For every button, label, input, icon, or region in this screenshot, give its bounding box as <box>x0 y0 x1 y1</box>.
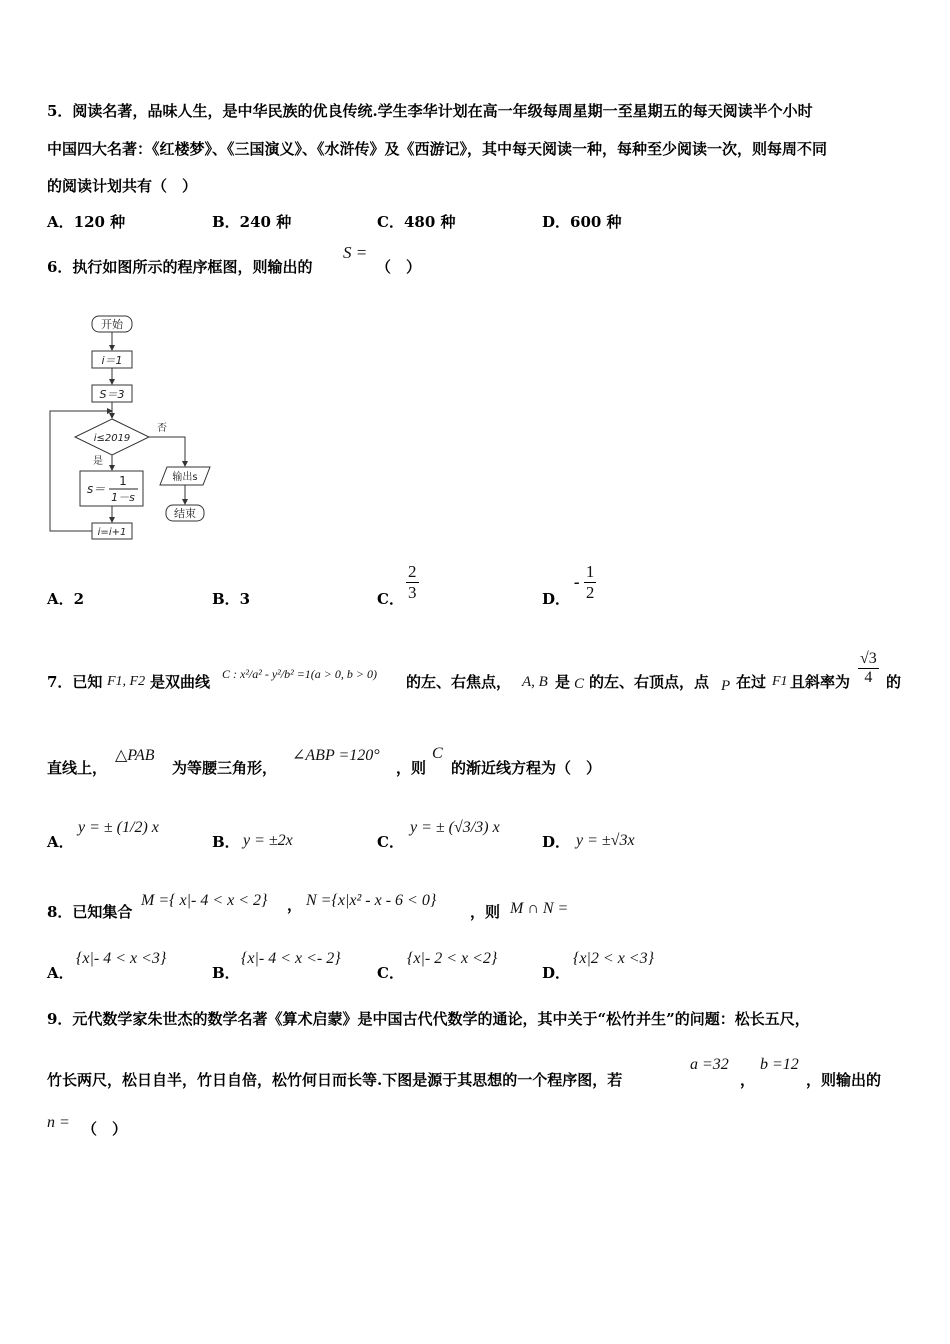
q7-p7: 且斜率为 <box>790 673 851 691</box>
q7-math-f1: F1 <box>772 674 788 689</box>
q7-p9: 直线上， <box>47 759 108 777</box>
q7-math-ab: A, B <box>522 674 548 690</box>
q7-math-angle: ∠ABP =120° <box>292 747 380 764</box>
q9-tail: （ ） <box>82 1120 128 1138</box>
q7-math-foci: F1, F2 <box>107 674 146 689</box>
q9-line1: 9．元代数学家朱世杰的数学名著《算术启蒙》是中国古代代数学的通论，其中关于“松竹并生”的问题：松长五尺， <box>47 1010 810 1028</box>
q7-slope-num: √3 <box>860 650 877 667</box>
q8-option-a-math: {x|- 4 < x <3} <box>76 950 167 967</box>
flow-assign-den: 1－s <box>111 491 135 504</box>
q7-math-curve: C : x²/a² - y²/b² =1(a > 0, b > 0) <box>222 667 377 681</box>
q6-d-den: 2 <box>585 583 595 602</box>
q7-p8: 的 <box>886 673 902 691</box>
q8-math-n: N ={x|x² - x - 6 < 0} <box>306 892 437 909</box>
q6-flowchart <box>45 310 225 550</box>
q9-comma: ， <box>740 1071 756 1089</box>
q8-p2: ，则 <box>470 903 501 921</box>
flow-yes-label: 是 <box>93 456 103 467</box>
q6-stem: 6．执行如图所示的程序框图，则输出的 <box>47 258 313 276</box>
q9-math-a: a =32 <box>690 1056 729 1073</box>
q9-line2-tail: ，则输出的 <box>806 1071 882 1089</box>
q7-p11: ，则 <box>396 759 427 777</box>
flow-assign-num: 1 <box>119 474 127 488</box>
flow-incr-label: i=i+1 <box>97 527 127 538</box>
q7-slope-den: 4 <box>864 669 873 686</box>
q5-option-c[interactable]: C．480 种 <box>377 213 456 231</box>
q7-option-c-label[interactable]: C． <box>377 833 404 851</box>
q7-math-triangle: △PAB <box>115 747 155 764</box>
q5-option-d[interactable]: D．600 种 <box>542 213 622 231</box>
q5-option-b[interactable]: B．240 种 <box>212 213 292 231</box>
q6-option-a[interactable]: A．2 <box>47 590 85 608</box>
q9-math-b: b =12 <box>760 1056 799 1073</box>
q7-option-b-math: y = ±2x <box>243 832 293 849</box>
q7-p5: 的左、右顶点，点 <box>589 673 710 691</box>
q5-line3: 的阅读计划共有（ ） <box>47 177 198 195</box>
flow-output-label: 输出s <box>172 472 198 483</box>
q9-math-n: n = <box>47 1114 70 1131</box>
q7-option-b-label[interactable]: B． <box>212 833 240 851</box>
q6-d-num: 1 <box>585 562 595 581</box>
q6-option-d-label[interactable]: D． <box>542 590 571 608</box>
q7-option-c-math: y = ± (√3/3) x <box>410 819 500 836</box>
q5-line2: 中国四大名著：《红楼梦》、《三国演义》、《水浒传》及《西游记》，其中每天阅读一种，每种至少阅读一次，则每周不同 <box>47 140 828 158</box>
q6-option-c-label[interactable]: C． <box>377 590 404 608</box>
q7-p1: 7．已知 <box>47 673 103 691</box>
q5-option-a[interactable]: A．120 种 <box>47 213 126 231</box>
q8-option-c-label[interactable]: C． <box>377 964 404 982</box>
q7-math-slope <box>858 650 879 687</box>
q8-option-a-label[interactable]: A． <box>47 964 74 982</box>
q7-math-c2: C <box>432 745 443 762</box>
q8-math-result: M ∩ N = <box>510 900 569 917</box>
q6-c-num: 2 <box>408 562 417 581</box>
q7-p4: 是 <box>555 673 571 691</box>
q8-p1: 8．已知集合 <box>47 903 133 921</box>
q6-option-d-fraction <box>574 562 596 603</box>
q8-option-b-math: {x|- 4 < x <- 2} <box>241 950 341 967</box>
q7-option-a-label[interactable]: A． <box>47 833 74 851</box>
flow-init-s-label: S＝3 <box>99 388 125 401</box>
q7-option-a-math: y = ± (1/2) x <box>78 819 159 836</box>
flow-start-label: 开始 <box>101 318 123 331</box>
q8-option-d-label[interactable]: D． <box>542 964 571 982</box>
q7-p6: 在过 <box>736 673 767 691</box>
flow-cond-label: i≤2019 <box>93 433 131 444</box>
q6-option-b[interactable]: B．3 <box>212 590 251 608</box>
q7-math-p: P <box>721 678 731 694</box>
q9-line2: 竹长两尺，松日自半，竹日自倍，松竹何日而长等.下图是源于其思想的一个程序图，若 <box>47 1071 623 1089</box>
q8-comma: ， <box>287 896 303 914</box>
flow-no-label: 否 <box>157 423 167 434</box>
q6-tail: （ ） <box>376 258 422 276</box>
q6-math-s: S = <box>343 243 368 262</box>
q8-option-d-math: {x|2 < x <3} <box>573 950 654 967</box>
q8-option-b-label[interactable]: B． <box>212 964 240 982</box>
q6-d-sign: - <box>574 572 580 592</box>
q5-line1: 5．阅读名著，品味人生，是中华民族的优良传统.学生李华计划在高一年级每周星期一至星期五的每天阅读半个小时 <box>47 102 813 120</box>
q8-math-m: M ={ x|- 4 < x < 2} <box>141 892 268 909</box>
q8-option-c-math: {x|- 2 < x <2} <box>407 950 498 967</box>
q7-p3: 的左、右焦点， <box>406 673 512 691</box>
q7-p10: 为等腰三角形， <box>172 759 278 777</box>
flow-init-i-label: i＝1 <box>101 354 123 367</box>
q7-option-d-math: y = ±√3x <box>576 832 635 849</box>
q7-option-d-label[interactable]: D． <box>542 833 571 851</box>
q7-p12: 的渐近线方程为（ ） <box>451 759 602 777</box>
q6-option-c-fraction <box>406 562 419 603</box>
q6-c-den: 3 <box>408 583 417 602</box>
flow-assign-lhs: s＝ <box>87 482 106 496</box>
flow-end-label: 结束 <box>174 507 196 520</box>
q7-p2: 是双曲线 <box>150 673 211 691</box>
q7-math-c: C <box>574 676 585 692</box>
